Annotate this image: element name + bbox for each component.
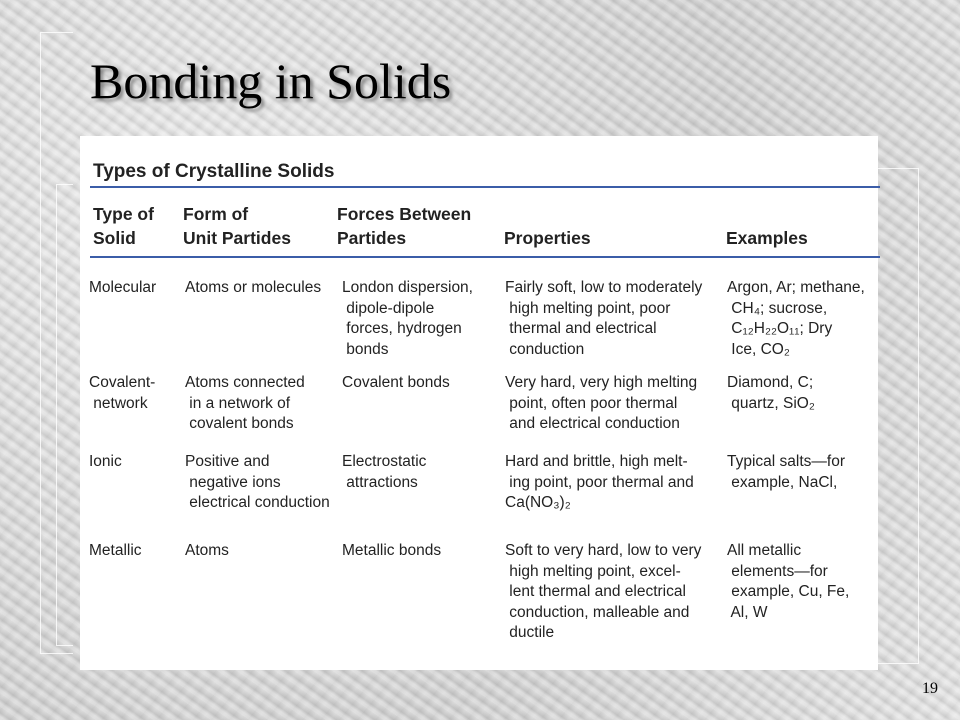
table-panel [80, 136, 878, 670]
table-title: Types of Crystalline Solids [93, 161, 335, 182]
table-rule [90, 186, 880, 188]
decorative-frame-line [872, 168, 919, 664]
cell-properties: Hard and brittle, high melt- ing point, poor thermal and Ca(NO₃)₂ [505, 453, 694, 511]
header-forces-between-particles: Forces Between Partides [337, 204, 472, 248]
cell-examples: Argon, Ar; methane, CH₄; sucrose, C₁₂H₂₂O₁₁; Dry Ice, CO₂ [727, 279, 865, 358]
cell-type: Ionic [89, 453, 122, 470]
page-number: 19 [922, 680, 938, 697]
cell-forces: London dispersion, dipole-dipole forces, hydrogen bonds [342, 279, 473, 358]
cell-examples: Diamond, C; quartz, SiO₂ [727, 374, 815, 412]
cell-properties: Fairly soft, low to moderately high melting point, poor thermal and electrical conduction [505, 279, 703, 358]
cell-examples: Typical salts—for example, NaCl, [727, 453, 846, 491]
cell-type: Covalent- network [89, 374, 156, 412]
table-rule [90, 256, 880, 258]
header-form-of-unit-particles: Form of Unit Partides [183, 204, 291, 248]
slide-title: Bonding in Solids [90, 53, 452, 109]
cell-forces: Metallic bonds [342, 542, 442, 559]
cell-type: Metallic [89, 542, 142, 559]
header-type-of-solid: Type of Solid [93, 204, 154, 248]
header-examples: Examples [726, 228, 808, 248]
header-properties: Properties [504, 228, 591, 248]
cell-properties: Very hard, very high melting point, often poor thermal and electrical conduction [505, 374, 698, 432]
cell-form: Positive and negative ions electrical conduction [185, 453, 330, 511]
cell-form: Atoms or molecules [185, 279, 322, 296]
cell-form: Atoms connected in a network of covalent bonds [185, 374, 305, 432]
decorative-frame-line [56, 184, 73, 646]
cell-examples: All metallic elements—for example, Cu, Fe, Al, W [727, 542, 850, 621]
cell-forces: Covalent bonds [342, 374, 450, 391]
cell-forces: Electrostatic attractions [342, 453, 427, 491]
cell-properties: Soft to very hard, low to very high melting point, excel- lent thermal and electrical conduction, malleable and ductile [505, 542, 702, 641]
cell-type: Molecular [89, 279, 157, 296]
cell-form: Atoms [185, 542, 229, 559]
